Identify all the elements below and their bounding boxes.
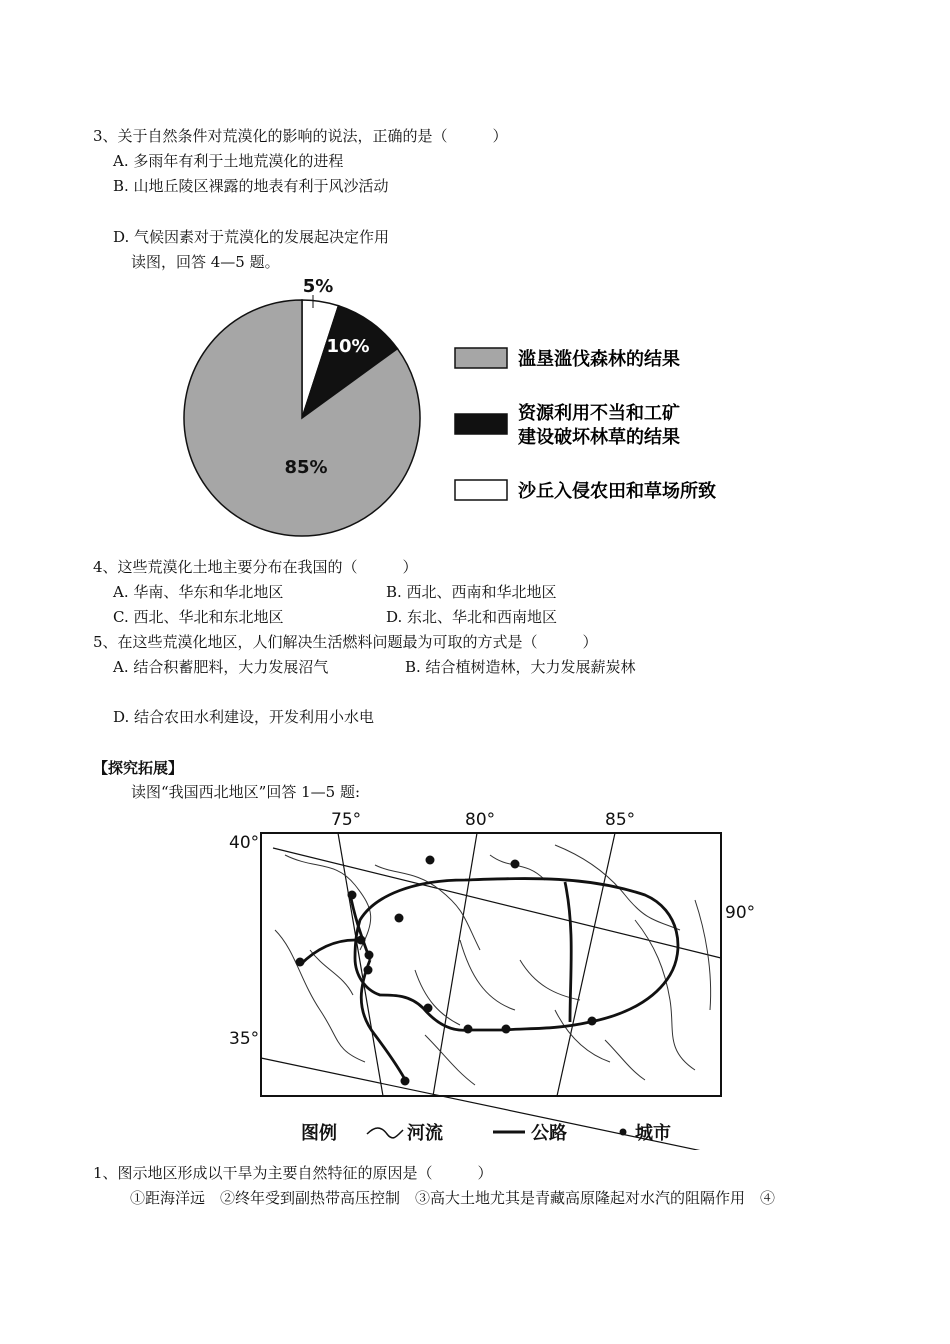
rivers [275, 845, 711, 1085]
lat-label-40: 40° [229, 833, 260, 853]
q4-option-c: C. 西北、华北和东北地区 [113, 608, 284, 626]
legend-label-1: 滥垦滥伐森林的结果 [518, 349, 680, 370]
q4-option-b: B. 西北、西南和华北地区 [386, 583, 557, 601]
lon-label-75: 75° [331, 810, 362, 830]
northwest-china-map [225, 800, 765, 1150]
legend-label-2a: 资源利用不当和工矿 [518, 403, 680, 424]
city [357, 936, 366, 945]
legend-road-label: 公路 [531, 1123, 567, 1144]
q5-option-a: A. 结合积蓄肥料，大力发展沼气 [113, 658, 329, 676]
city [588, 1017, 597, 1026]
legend-river-symbol [367, 1128, 403, 1138]
legend-river-label: 河流 [407, 1123, 443, 1144]
q3-option-d: D. 气候因素对于荒漠化的发展起决定作用 [113, 228, 390, 246]
legend-city-label: 城市 [635, 1123, 671, 1144]
legend-label-3: 沙丘入侵农田和草场所致 [518, 481, 716, 502]
q4-option-d: D. 东北、华北和西南地区 [386, 608, 558, 626]
e1-options: ①距海洋远 ②终年受到副热带高压控制 ③高大土地尤其是青藏高原隆起对水汽的阻隔作用 ④ [130, 1189, 776, 1207]
lat-label-35: 35° [229, 1029, 260, 1049]
intro-map: 读图“我国西北地区”回答 1—5 题: [131, 783, 361, 801]
section-title: 【探究拓展】 [93, 759, 184, 777]
pie-chart [170, 268, 770, 558]
q5-option-b: B. 结合植树造林，大力发展薪炭林 [405, 658, 636, 676]
city [502, 1025, 511, 1034]
lon-label-85: 85° [605, 810, 636, 830]
legend-swatch-gray [455, 348, 507, 368]
q5-stem: 5、在这些荒漠化地区，人们解决生活燃料问题最为可取的方式是（ ） [93, 633, 598, 651]
city [296, 958, 305, 967]
map-frame [261, 833, 721, 1096]
legend-swatch-black [455, 414, 507, 434]
city [424, 1004, 433, 1013]
q4-option-a: A. 华南、华东和华北地区 [113, 583, 284, 601]
legend-city-symbol [620, 1129, 627, 1136]
city [464, 1025, 473, 1034]
city [511, 860, 520, 869]
city [401, 1077, 410, 1086]
roads [300, 879, 678, 1083]
pie-label-10: 10% [326, 336, 370, 357]
city [364, 966, 373, 975]
q3-option-a: A. 多雨年有利于土地荒漠化的进程 [113, 152, 344, 170]
legend-swatch-white [455, 480, 507, 500]
q3-option-b: B. 山地丘陵区裸露的地表有利于风沙活动 [113, 177, 389, 195]
city [426, 856, 435, 865]
intro-q4-5: 读图，回答 4—5 题。 [131, 253, 280, 271]
city [348, 891, 357, 900]
q3-stem: 3、关于自然条件对荒漠化的影响的说法，正确的是（ ） [93, 127, 508, 145]
pie-label-85: 85% [284, 457, 328, 478]
lon-label-80: 80° [465, 810, 496, 830]
legend-title: 图例 [301, 1123, 337, 1144]
pie-label-5: 5% [302, 276, 334, 297]
q5-option-d: D. 结合农田水利建设，开发利用小水电 [113, 708, 375, 726]
e1-stem: 1、图示地区形成以干旱为主要自然特征的原因是（ ） [93, 1164, 493, 1182]
city [365, 951, 374, 960]
city [395, 914, 404, 923]
lon-label-90: 90° [725, 903, 756, 923]
legend-label-2b: 建设破坏林草的结果 [518, 427, 680, 448]
pie-slices [184, 300, 420, 536]
q4-stem: 4、这些荒漠化土地主要分布在我国的（ ） [93, 558, 418, 576]
